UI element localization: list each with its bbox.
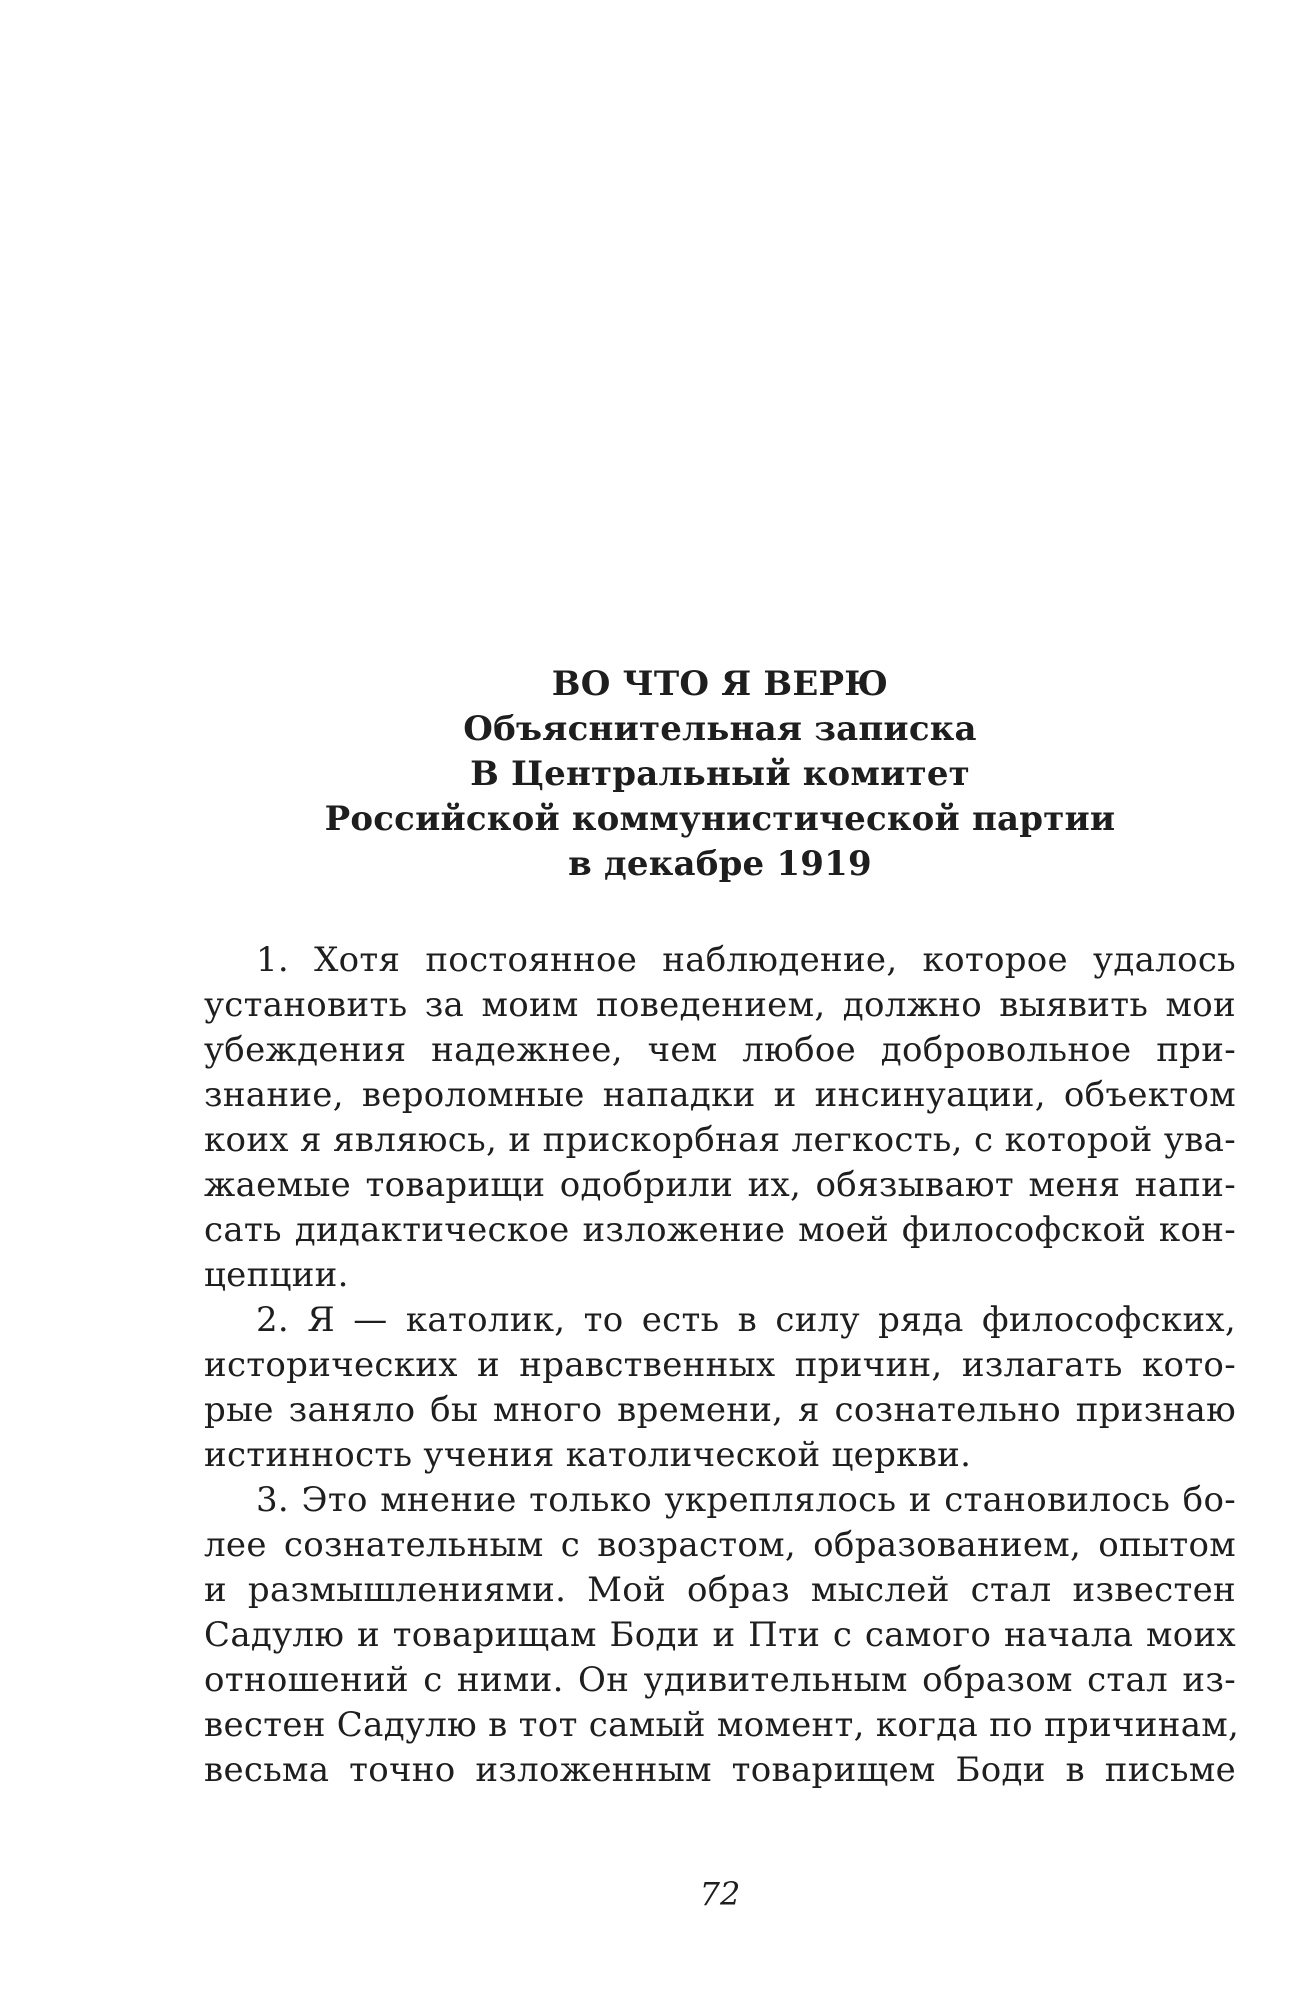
paragraph-2 [204,1298,1236,1478]
text-line: истинность учения католической церкви. [204,1435,972,1475]
text-line: Садулю и товарищам Боди и Пти с самого начала моих [204,1615,1236,1655]
text-line: отношений с ними. Он удивительным образом стал из- [204,1660,1236,1700]
text-line: весьма точно изложенным товарищем Боди в письме [204,1750,1236,1790]
text-line: установить за моим поведением, должно выявить мои [204,985,1236,1025]
text-line: жаемые товарищи одобрили их, обязывают меня напи- [204,1165,1236,1205]
paragraph-3 [204,1478,1240,1793]
text-line: цепции. [204,1255,349,1295]
chapter-heading [204,662,1236,887]
text-line: исторических и нравственных причин, излагать кото- [204,1345,1236,1385]
chapter-subtitle-1: Объяснительная записка [463,709,977,749]
text-line: рые заняло бы много времени, я сознательно признаю [204,1390,1236,1430]
text-line: убеждения надежнее, чем любое добровольное при- [204,1030,1236,1070]
page-number: 72 [699,1875,741,1913]
chapter-subtitle-3: Российской коммунистической партии [324,799,1116,839]
text-line: коих я являюсь, и прискорбная легкость, с которой ува- [204,1120,1236,1160]
text-line: 2. Я — католик, то есть в силу ряда философских, [256,1300,1236,1340]
text-line: 3. Это мнение только укреплялось и становилось бо- [256,1480,1236,1520]
chapter-subtitle-4: в декабре 1919 [568,844,872,884]
paragraph-1 [204,938,1236,1298]
body-text [204,938,1240,1793]
text-line: 1. Хотя постоянное наблюдение, которое удалось [256,940,1236,980]
text-line: знание, вероломные нападки и инсинуации, объектом [204,1075,1236,1115]
chapter-title: ВО ЧТО Я ВЕРЮ [551,664,889,704]
chapter-subtitle-2: В Центральный комитет [470,754,970,794]
text-line: и размышлениями. Мой образ мыслей стал известен [204,1570,1236,1610]
text-line: сать дидактическое изложение моей философской кон- [204,1210,1236,1250]
text-line: лее сознательным с возрастом, образованием, опытом [204,1525,1236,1565]
text-line: вестен Садулю в тот самый момент, когда по причинам, [204,1705,1240,1745]
